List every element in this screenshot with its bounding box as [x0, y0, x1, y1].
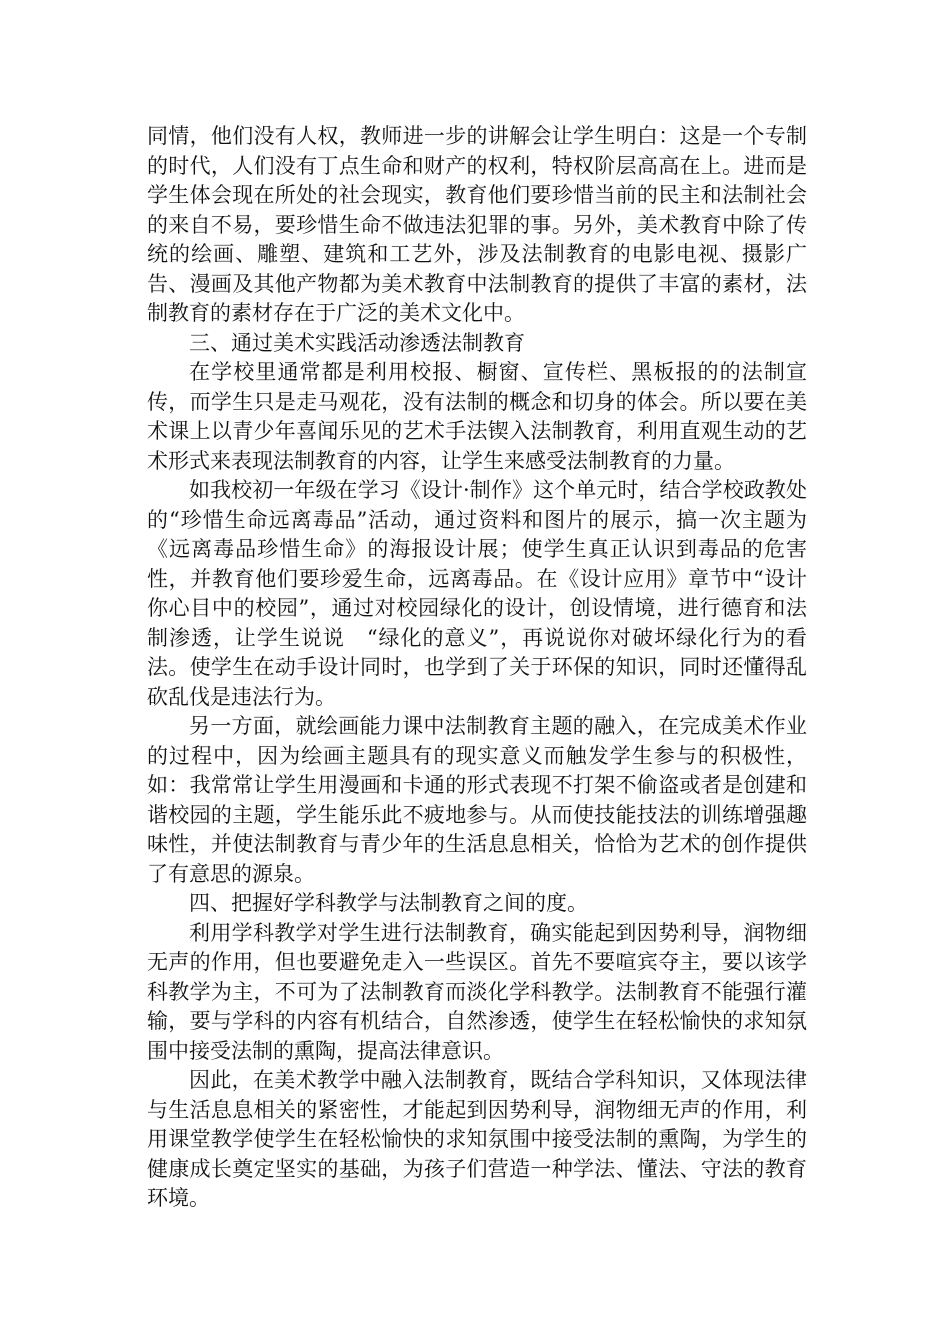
- document-page: [147, 122, 807, 1214]
- paragraph-drawing-skills: 另一方面，就绘画能力课中法制教育主题的融入，在完成美术作业的过程中，因为绘画主题具有的现实意义而触发学生参与的积极性，如：我常常让学生用漫画和卡通的形式表现不打架不偷盗或者是创建和谐校园的主题，学生能乐此不疲地参与。从而使技能技法的训练增强趣味性，并使法制教育与青少年的生活息息相关，恰恰为艺术的创作提供了有意思的源泉。: [147, 714, 807, 886]
- paragraph-subject-teaching: 利用学科教学对学生进行法制教育，确实能起到因势利导，润物细无声的作用，但也要避免走入一些误区。首先不要喧宾夺主，要以该学科教学为主，不可为了法制教育而淡化学科教学。法制教育不能强行灌输，要与学科的内容有机结合，自然渗透，使学生在轻松愉快的求知氛围中接受法制的熏陶，提高法律意识。: [147, 920, 807, 1063]
- paragraph-school-publicity: 在学校里通常都是利用校报、橱窗、宣传栏、黑板报的的法制宣传，而学生只是走马观花，没有法制的概念和切身的体会。所以要在美术课上以青少年喜闻乐见的艺术手法锲入法制教育，利用直观生动的艺术形式来表现法制教育的内容，让学生来感受法制教育的力量。: [147, 360, 807, 473]
- section-heading-4: 四、把握好学科教学与法制教育之间的度。: [189, 891, 588, 915]
- paragraph-design-unit-example: 如我校初一年级在学习《设计·制作》这个单元时，结合学校政教处的“珍惜生命远离毒品”活动，通过资料和图片的展示，搞一次主题为《远离毒品珍惜生命》的海报设计展；使学生真正认识到毒品的危害性，并教育他们要珍爱生命，远离毒品。在《设计应用》章节中“设计你心目中的校园”，通过对校园绿化的设计，创设情境，进行德育和法制渗透，让学生说说 “绿化的意义”，再说说你对破坏绿化行为的看法。使学生在动手设计同时，也学到了关于环保的知识，同时还懂得乱砍乱伐是违法行为。: [147, 478, 807, 709]
- paragraph-conclusion: 因此，在美术教学中融入法制教育，既结合学科知识，又体现法律与生活息息相关的紧密性，才能起到因势利导，润物细无声的作用，利用课堂教学使学生在轻松愉快的求知氛围中接受法制的熏陶，为学生的健康成长奠定坚实的基础，为孩子们营造一种学法、懂法、守法的教育环境。: [147, 1068, 807, 1210]
- paragraph-continuation: 同情，他们没有人权，教师进一步的讲解会让学生明白：这是一个专制的时代，人们没有丁点生命和财产的权利，特权阶层高高在上。进而是学生体会现在所处的社会现实，教育他们要珍惜当前的民主和法制社会的来自不易，要珍惜生命不做违法犯罪的事。另外，美术教育中除了传统的绘画、雕塑、建筑和工艺外，涉及法制教育的电影电视、摄影广告、漫画及其他产物都为美术教育中法制教育的提供了丰富的素材，法制教育的素材存在于广泛的美术文化中。: [147, 124, 807, 325]
- section-heading-3: 三、通过美术实践活动渗透法制教育: [189, 330, 525, 355]
